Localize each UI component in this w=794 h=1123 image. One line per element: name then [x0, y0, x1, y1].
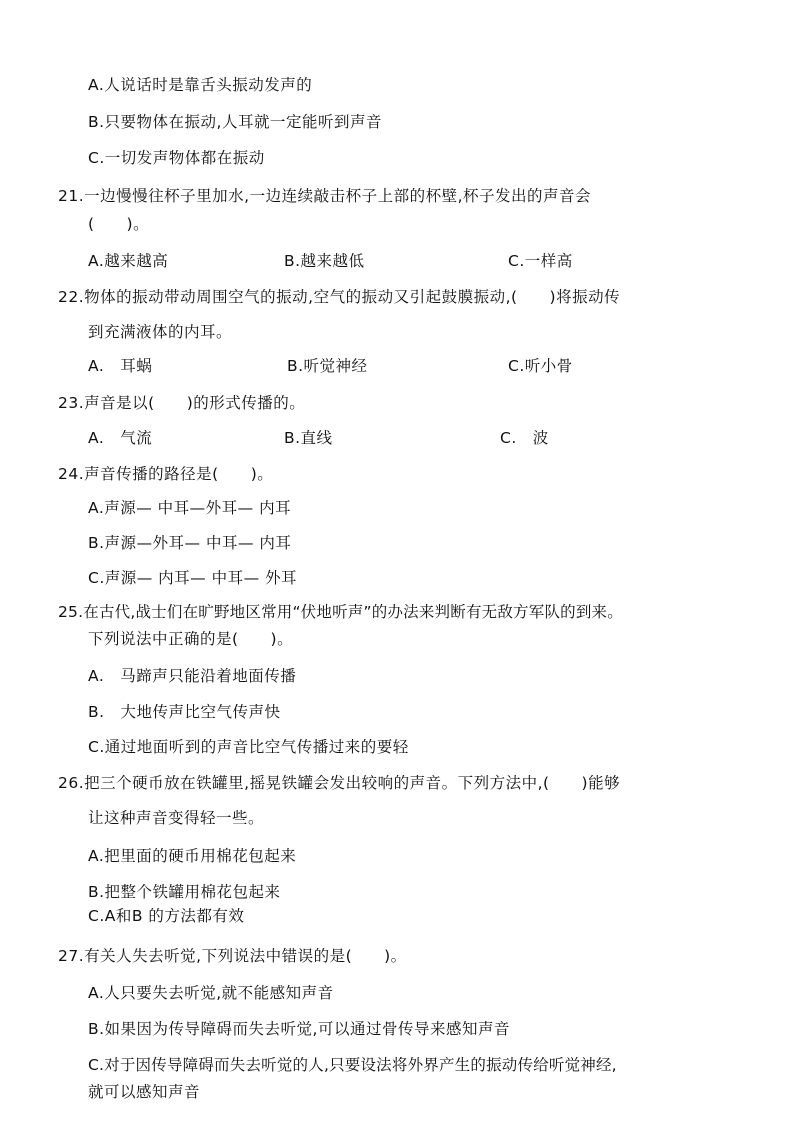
- q27-option-b: B.如果因为传导障碍而失去听觉,可以通过骨传导来感知声音: [88, 1020, 510, 1038]
- q26-option-a: A.把里面的硬币用棉花包起来: [88, 847, 297, 865]
- q24-option-c: C.声源— 内耳— 中耳— 外耳: [88, 569, 298, 587]
- q21-stem-line1: 21.一边慢慢往杯子里加水,一边连续敲击杯子上部的杯壁,杯子发出的声音会: [58, 187, 592, 205]
- q23-option-c: C. 波: [500, 429, 549, 447]
- q27-option-a: A.人只要失去听觉,就不能感知声音: [88, 984, 334, 1002]
- q24-option-a: A.声源— 中耳—外耳— 内耳: [88, 499, 292, 517]
- q25-stem-line1: 25.在古代,战士们在旷野地区常用“伏地听声”的办法来判断有无敌方军队的到来。: [58, 603, 623, 621]
- q21-option-a: A.越来越高: [88, 252, 169, 270]
- q21-option-c: C.一样高: [508, 252, 573, 270]
- q27-option-c-line2: 就可以感知声音: [88, 1083, 201, 1101]
- q27-stem: 27.有关人失去听觉,下列说法中错误的是( )。: [58, 947, 407, 965]
- q20-option-b: B.只要物体在振动,人耳就一定能听到声音: [88, 113, 382, 131]
- q22-option-c: C.听小骨: [508, 357, 573, 375]
- q23-option-b: B.直线: [284, 429, 333, 447]
- q26-stem-line1: 26.把三个硬币放在铁罐里,摇晃铁罐会发出较响的声音。下列方法中,( )能够: [58, 774, 621, 792]
- q24-stem: 24.声音传播的路径是( )。: [58, 465, 274, 483]
- q27-option-c-line1: C.对于因传导障碍而失去听觉的人,只要设法将外界产生的振动传给听觉神经,: [88, 1056, 617, 1074]
- q22-stem-line2: 到充满液体的内耳。: [88, 323, 233, 341]
- q22-stem-line1: 22.物体的振动带动周围空气的振动,空气的振动又引起鼓膜振动,( )将振动传: [58, 288, 621, 306]
- q24-option-b: B.声源—外耳— 中耳— 内耳: [88, 534, 292, 552]
- q22-option-a: A. 耳蜗: [88, 357, 153, 375]
- q22-option-b: B.听觉神经: [287, 357, 368, 375]
- q25-stem-line2: 下列说法中正确的是( )。: [88, 630, 294, 648]
- q26-option-b: B.把整个铁罐用棉花包起来: [88, 883, 281, 901]
- q21-option-b: B.越来越低: [284, 252, 365, 270]
- q23-option-a: A. 气流: [88, 429, 153, 447]
- q25-option-c: C.通过地面听到的声音比空气传播过来的要轻: [88, 738, 409, 756]
- q20-option-a: A.人说话时是靠舌头振动发声的: [88, 76, 313, 94]
- q26-stem-line2: 让这种声音变得轻一些。: [88, 809, 265, 827]
- q25-option-b: B. 大地传声比空气传声快: [88, 703, 281, 721]
- q23-stem: 23.声音是以( )的形式传播的。: [58, 394, 306, 412]
- q20-option-c: C.一切发声物体都在振动: [88, 149, 265, 167]
- q26-option-c: C.A和B 的方法都有效: [88, 907, 245, 925]
- q21-stem-line2: ( )。: [88, 215, 150, 233]
- q25-option-a: A. 马蹄声只能沿着地面传播: [88, 667, 297, 685]
